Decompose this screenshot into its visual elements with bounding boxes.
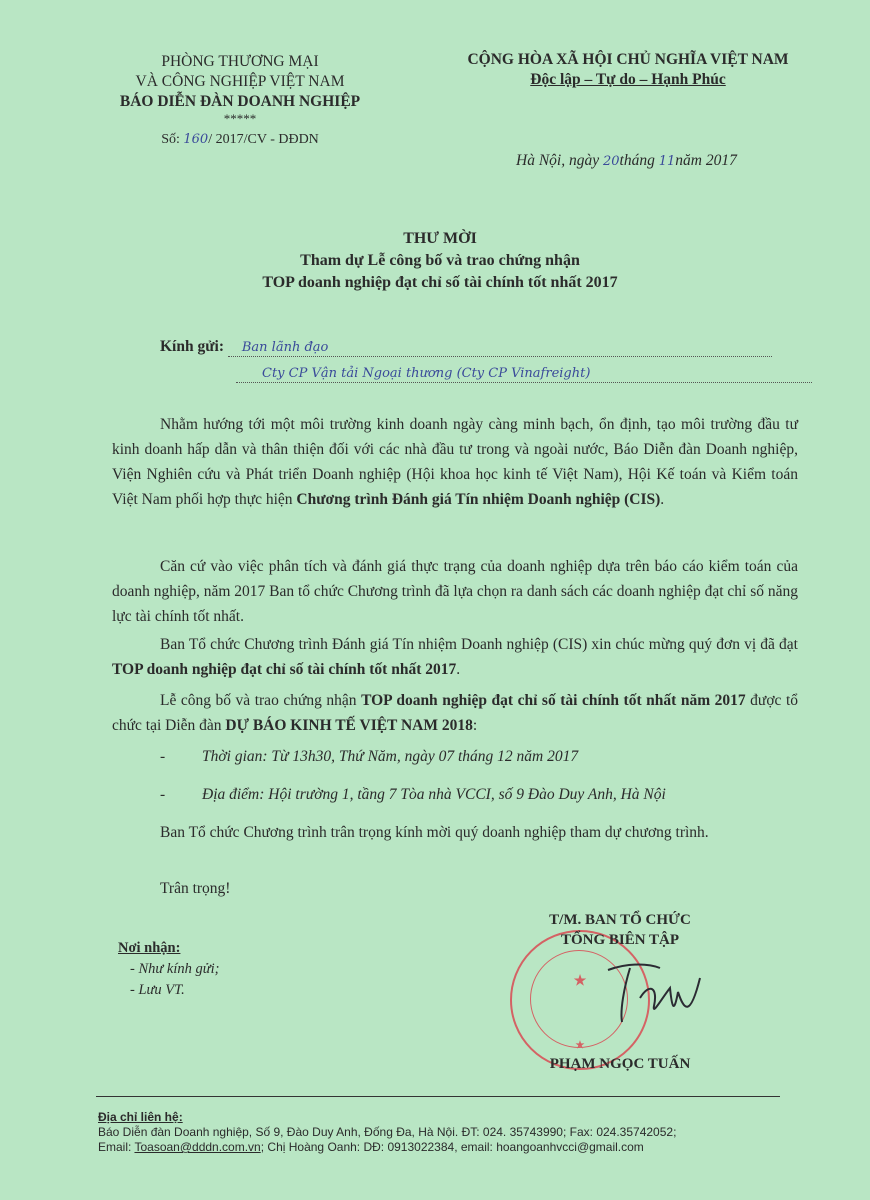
org-line-1: PHÒNG THƯƠNG MẠI (161, 53, 319, 70)
recipient-line-1 (160, 338, 780, 357)
recipient-label: Kính gửi: (160, 338, 224, 355)
header-left (80, 52, 400, 150)
header-right (418, 50, 838, 90)
p1-bold: Chương trình Đánh giá Tín nhiệm Doanh nghiệp (CIS) (296, 491, 661, 508)
org-line-3: BÁO DIỄN ĐÀN DOANH NGHIỆP (119, 93, 361, 110)
recipient-handwritten-1: Ban lãnh đạo (241, 340, 329, 355)
signer-name: PHẠM NGỌC TUẤN (549, 1056, 691, 1072)
p4-text-1: Lễ công bố và trao chứng nhận (160, 692, 362, 709)
handwritten-signature-icon (600, 958, 710, 1028)
footer-contact-text: ; Chị Hoàng Oanh: DĐ: 0913022384, email: hoangoanhvcci@gmail.com (260, 1140, 644, 1154)
recipients-list (118, 938, 220, 1001)
title-main: THƯ MỜI (403, 230, 477, 247)
recipients-item-1: - Như kính gửi; (130, 961, 220, 977)
org-line-2: VÀ CÔNG NGHIỆP VIỆT NAM (135, 73, 345, 90)
header-stars: ***** (223, 111, 257, 126)
footer-line-1: Báo Diễn đàn Doanh nghiệp, Số 9, Đào Duy Anh, Đống Đa, Hà Nội. ĐT: 024. 35743990; Fax: 024.35742052; (98, 1125, 677, 1139)
footer-email-label: Email: (98, 1140, 135, 1154)
country-name: CỘNG HÒA XÃ HỘI CHỦ NGHĨA VIỆT NAM (467, 51, 789, 68)
signature-line-2: TỔNG BIÊN TẬP (560, 932, 680, 948)
title-sub-1: Tham dự Lễ công bố và trao chứng nhận (300, 252, 580, 269)
p3-bold: TOP doanh nghiệp đạt chỉ số tài chính tốt nhất 2017 (112, 661, 457, 678)
date-line (516, 152, 737, 170)
date-day: 20 (602, 154, 620, 169)
bullet-location: - Địa điểm: Hội trường 1, tầng 7 Tòa nhà VCCI, số 9 Đào Duy Anh, Hà Nội (160, 786, 666, 803)
country-motto: Độc lập – Tự do – Hạnh Phúc (530, 71, 726, 88)
signature-line-1: T/M. BAN TỔ CHỨC (549, 912, 691, 928)
ref-handwritten: 160 (183, 132, 209, 147)
p3-end: . (456, 661, 461, 678)
p4-end: : (472, 717, 478, 734)
bullet-time-text: Thời gian: Từ 13h30, Thứ Năm, ngày 07 tháng 12 năm 2017 (202, 748, 579, 765)
signature-title (520, 910, 720, 950)
title-sub-2: TOP doanh nghiệp đạt chỉ số tài chính tốt nhất 2017 (262, 274, 618, 291)
p4-bold-1: TOP doanh nghiệp đạt chỉ số tài chính tốt nhất năm 2017 (361, 692, 746, 709)
date-month: 11 (658, 154, 676, 169)
paragraph-2: Căn cứ vào việc phân tích và đánh giá thực trạng của doanh nghiệp dựa trên báo cáo kiểm toán của doanh nghiệp, năm 2017 Ban tổ chức Chương trình đã lựa chọn ra danh sách các doanh nghiệp đạt chỉ số năng lực tài chính tốt nhất. (112, 558, 798, 625)
footer-email-link[interactable]: Toasoan@dddn.com.vn (134, 1140, 261, 1154)
recipients-item-2: - Lưu VT. (130, 982, 185, 998)
footer-contact (98, 1110, 798, 1155)
footer-divider (96, 1096, 780, 1097)
closing: Trân trọng! (160, 880, 231, 897)
bullet-location-text: Địa điểm: Hội trường 1, tầng 7 Tòa nhà VCCI, số 9 Đào Duy Anh, Hà Nội (202, 786, 666, 803)
paragraph-1 (112, 412, 798, 512)
recipients-title: Nơi nhận: (118, 940, 181, 956)
p1-text: Nhằm hướng tới một môi trường kinh doanh ngày càng minh bạch, ổn định, tạo môi trường đầu tư kinh doanh hấp dẫn và thân thiện đối với các nhà đầu tư trong và ngoài nước, Báo Diễn đàn Doanh nghiệp, Viện Nghiên cứu và Phát triển Doanh nghiệp (Hội khoa học kinh tế Việt Nam), Hội Kế toán và Kiểm toán Việt Nam phối hợp thực hiện (112, 416, 798, 508)
ref-suffix: / 2017/CV - DĐDN (208, 132, 319, 147)
letter-title (80, 228, 800, 294)
bullet-time: - Thời gian: Từ 13h30, Thứ Năm, ngày 07 tháng 12 năm 2017 (160, 748, 579, 765)
paragraph-4 (112, 688, 798, 738)
date-part-3: năm 2017 (675, 152, 737, 169)
date-part-2: tháng (619, 152, 659, 169)
recipient-handwritten-2: Cty CP Vận tải Ngoại thương (Cty CP Vinafreight) (262, 366, 591, 381)
p4-bold-2: DỰ BÁO KINH TẾ VIỆT NAM 2018 (225, 717, 473, 734)
p1-end: . (660, 491, 665, 508)
paragraph-3 (112, 632, 798, 682)
paragraph-5: Ban Tổ chức Chương trình trân trọng kính mời quý doanh nghiệp tham dự chương trình. (160, 824, 709, 841)
footer-line-2 (98, 1140, 798, 1155)
date-part-1: Hà Nội, ngày (516, 152, 603, 169)
p4-text-2: được tổ chức tại Diễn đàn (112, 692, 798, 734)
ref-number (80, 130, 400, 150)
recipient-line-2 (236, 364, 796, 383)
ref-prefix: Số: (161, 132, 180, 147)
footer-label: Địa chỉ liên hệ: (98, 1110, 183, 1124)
p3-text: Ban Tổ chức Chương trình Đánh giá Tín nhiệm Doanh nghiệp (CIS) xin chúc mừng quý đơn vị đã đạt (160, 636, 798, 653)
official-stamp-icon: ★ ★ (510, 930, 650, 1070)
